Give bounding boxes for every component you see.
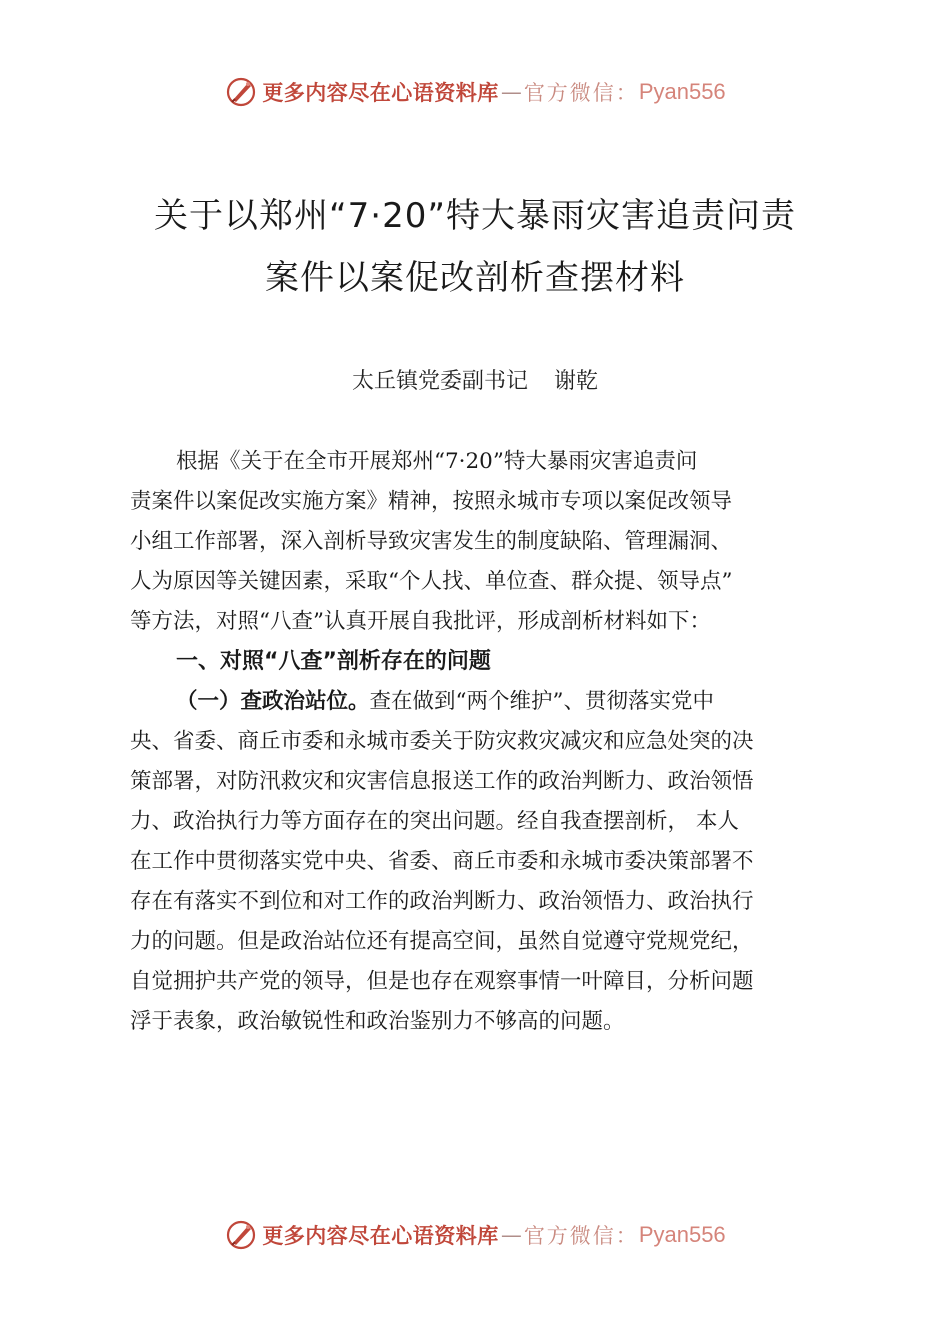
intro-line: 小组工作部署，深入剖析导致灾害发生的制度缺陷、管理漏洞、 xyxy=(130,529,733,554)
subsection-line: 策部署，对防汛救灾和灾害信息报送工作的政治判断力、政治领悟 xyxy=(130,769,754,794)
quill-logo-icon xyxy=(224,1218,258,1252)
watermark-brand-text: 更多内容尽在心语资料库 xyxy=(262,81,499,105)
quill-logo-icon xyxy=(224,75,258,109)
watermark-wechat-id: Pyan556 xyxy=(638,79,726,104)
intro-line: 根据《关于在全市开展郑州“7·20”特大暴雨灾害追责问 xyxy=(176,449,698,474)
watermark-separator: — xyxy=(500,1223,522,1247)
subsection-line: 自觉拥护共产党的领导，但是也存在观察事情一叶障目，分析问题 xyxy=(130,969,754,994)
document-title-line-2: 案件以案促改剖析查摆材料 xyxy=(265,258,685,298)
intro-line: 等方法，对照“八查”认真开展自我批评，形成剖析材料如下： xyxy=(130,609,711,634)
author-name: 谢乾 xyxy=(554,369,599,394)
watermark-banner-bottom xyxy=(0,1215,950,1255)
section-heading-1: 一、对照“八查”剖析存在的问题 xyxy=(176,649,491,674)
author-position: 太丘镇党委副书记 xyxy=(351,369,528,394)
watermark-wechat-id: Pyan556 xyxy=(638,1222,726,1247)
document-body xyxy=(130,442,838,1042)
watermark-brand-text: 更多内容尽在心语资料库 xyxy=(262,1224,499,1248)
document-title-line-1: 关于以郑州“7·20”特大暴雨灾害追责问责 xyxy=(154,196,796,236)
subsection-first-line-text: 查在做到“两个维护”、贯彻落实党中 xyxy=(369,689,715,714)
subsection-line: 在工作中贯彻落实党中央、省委、商丘市委和永城市委决策部署不 xyxy=(130,849,754,874)
intro-line: 人为原因等关键因素，采取“个人找、单位查、群众提、领导点” xyxy=(130,569,733,594)
subsection-line: 央、省委、商丘市委和永城市委关于防灾救灾减灾和应急处突的决 xyxy=(130,729,754,754)
subsection-first-line xyxy=(130,682,838,722)
document-title xyxy=(0,185,950,309)
subsection-line: 浮于表象，政治敏锐性和政治鉴别力不够高的问题。 xyxy=(130,1009,625,1034)
subsection-label: （一）查政治站位。 xyxy=(176,689,370,714)
watermark-wechat-label: 官方微信： xyxy=(523,1224,639,1248)
author-line xyxy=(0,362,950,402)
watermark-banner-top xyxy=(0,72,950,112)
watermark-separator: — xyxy=(500,80,522,104)
intro-line: 责案件以案促改实施方案》精神，按照永城市专项以案促改领导 xyxy=(130,489,733,514)
subsection-line: 存在有落实不到位和对工作的政治判断力、政治领悟力、政治执行 xyxy=(130,889,754,914)
subsection-line: 力的问题。但是政治站位还有提高空间，虽然自觉遵守党规党纪， xyxy=(130,929,754,954)
subsection-line: 力、政治执行力等方面存在的突出问题。经自我查摆剖析， 本人 xyxy=(130,809,739,834)
watermark-wechat-label: 官方微信： xyxy=(523,81,639,105)
